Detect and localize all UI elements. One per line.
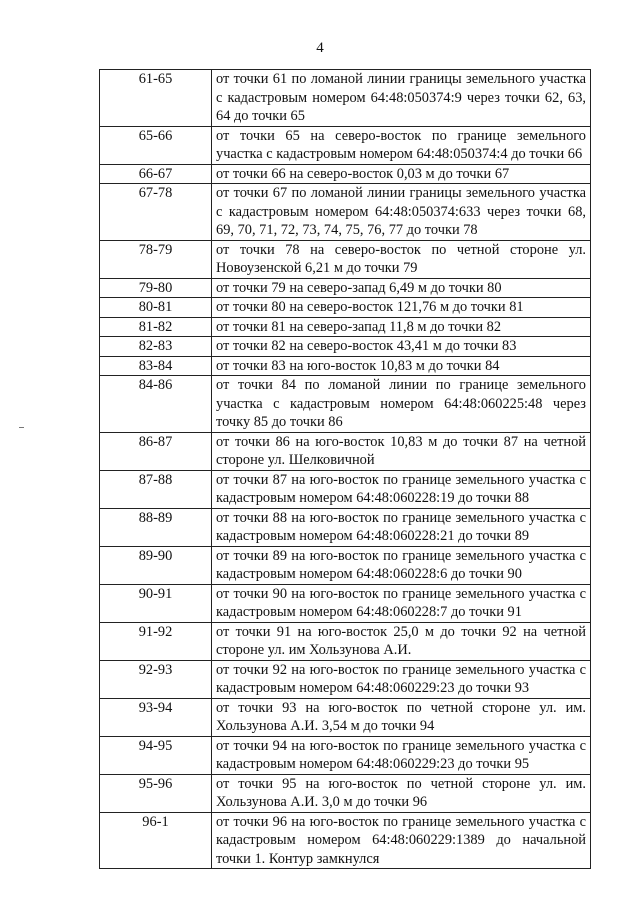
- description-cell: от точки 95 на юго-восток по четной стороне ул. им. Хользунова А.И. 3,0 м до точки 96: [212, 774, 591, 812]
- description-cell: от точки 66 на северо-восток 0,03 м до точки 67: [212, 164, 591, 184]
- table-row: [100, 184, 591, 241]
- table-row: [100, 508, 591, 546]
- page-number: 4: [316, 40, 324, 56]
- description-cell: от точки 82 на северо-восток 43,41 м до точки 83: [212, 337, 591, 357]
- segment-cell: 96-1: [100, 812, 212, 869]
- boundary-table-body: [100, 70, 591, 869]
- segment-cell: 81-82: [100, 317, 212, 337]
- description-cell: от точки 84 по ломаной линии по границе земельного участка с кадастровым номером 64:48:060225:48 через точку 85 до точки 86: [212, 376, 591, 433]
- table-row: [100, 317, 591, 337]
- segment-cell: 82-83: [100, 337, 212, 357]
- table-row: [100, 356, 591, 376]
- description-cell: от точки 94 на юго-восток по границе земельного участка с кадастровым номером 64:48:060229:23 до точки 95: [212, 736, 591, 774]
- segment-cell: 94-95: [100, 736, 212, 774]
- description-cell: от точки 79 на северо-запад 6,49 м до точки 80: [212, 278, 591, 298]
- table-row: [100, 470, 591, 508]
- table-row: [100, 376, 591, 433]
- description-cell: от точки 92 на юго-восток по границе земельного участка с кадастровым номером 64:48:060229:23 до точки 93: [212, 660, 591, 698]
- table-row: [100, 546, 591, 584]
- description-cell: от точки 87 на юго-восток по границе земельного участка с кадастровым номером 64:48:060228:19 до точки 88: [212, 470, 591, 508]
- table-row: [100, 774, 591, 812]
- segment-cell: 90-91: [100, 584, 212, 622]
- description-cell: от точки 81 на северо-запад 11,8 м до точки 82: [212, 317, 591, 337]
- table-row: [100, 698, 591, 736]
- segment-cell: 89-90: [100, 546, 212, 584]
- segment-cell: 67-78: [100, 184, 212, 241]
- segment-cell: 61-65: [100, 70, 212, 127]
- description-cell: от точки 86 на юго-восток 10,83 м до точки 87 на четной стороне ул. Шелковичной: [212, 432, 591, 470]
- table-row: [100, 240, 591, 278]
- segment-cell: 84-86: [100, 376, 212, 433]
- table-row: [100, 298, 591, 318]
- description-cell: от точки 78 на северо-восток по четной стороне ул. Новоузенской 6,21 м до точки 79: [212, 240, 591, 278]
- description-cell: от точки 80 на северо-восток 121,76 м до точки 81: [212, 298, 591, 318]
- segment-cell: 95-96: [100, 774, 212, 812]
- segment-cell: 78-79: [100, 240, 212, 278]
- table-row: [100, 622, 591, 660]
- segment-cell: 87-88: [100, 470, 212, 508]
- description-cell: от точки 90 на юго-восток по границе земельного участка с кадастровым номером 64:48:060228:7 до точки 91: [212, 584, 591, 622]
- table-row: [100, 736, 591, 774]
- segment-cell: 65-66: [100, 126, 212, 164]
- segment-cell: 88-89: [100, 508, 212, 546]
- table-row: [100, 70, 591, 127]
- margin-mark: [19, 427, 24, 428]
- segment-cell: 83-84: [100, 356, 212, 376]
- table-row: [100, 126, 591, 164]
- segment-cell: 91-92: [100, 622, 212, 660]
- description-cell: от точки 88 на юго-восток по границе земельного участка с кадастровым номером 64:48:060228:21 до точки 89: [212, 508, 591, 546]
- description-cell: от точки 65 на северо-восток по границе земельного участка с кадастровым номером 64:48:050374:4 до точки 66: [212, 126, 591, 164]
- segment-cell: 66-67: [100, 164, 212, 184]
- description-cell: от точки 89 на юго-восток по границе земельного участка с кадастровым номером 64:48:060228:6 до точки 90: [212, 546, 591, 584]
- segment-cell: 93-94: [100, 698, 212, 736]
- table-row: [100, 812, 591, 869]
- segment-cell: 86-87: [100, 432, 212, 470]
- table-row: [100, 584, 591, 622]
- description-cell: от точки 91 на юго-восток 25,0 м до точки 92 на четной стороне ул. им Хользунова А.И.: [212, 622, 591, 660]
- table-row: [100, 278, 591, 298]
- description-cell: от точки 83 на юго-восток 10,83 м до точки 84: [212, 356, 591, 376]
- description-cell: от точки 67 по ломаной линии границы земельного участка с кадастровым номером 64:48:050374:633 через точки 68, 69, 70, 71, 72, 73, 74, 75, 76, 77 до точки 78: [212, 184, 591, 241]
- segment-cell: 79-80: [100, 278, 212, 298]
- segment-cell: 92-93: [100, 660, 212, 698]
- description-cell: от точки 96 на юго-восток по границе земельного участка с кадастровым номером 64:48:060229:1389 до начальной точки 1. Контур замкнулся: [212, 812, 591, 869]
- boundary-description-table: [99, 69, 591, 869]
- segment-cell: 80-81: [100, 298, 212, 318]
- description-cell: от точки 93 на юго-восток по четной стороне ул. им. Хользунова А.И. 3,54 м до точки 94: [212, 698, 591, 736]
- table-row: [100, 432, 591, 470]
- table-row: [100, 660, 591, 698]
- table-row: [100, 164, 591, 184]
- description-cell: от точки 61 по ломаной линии границы земельного участка с кадастровым номером 64:48:050374:9 через точки 62, 63, 64 до точки 65: [212, 70, 591, 127]
- table-row: [100, 337, 591, 357]
